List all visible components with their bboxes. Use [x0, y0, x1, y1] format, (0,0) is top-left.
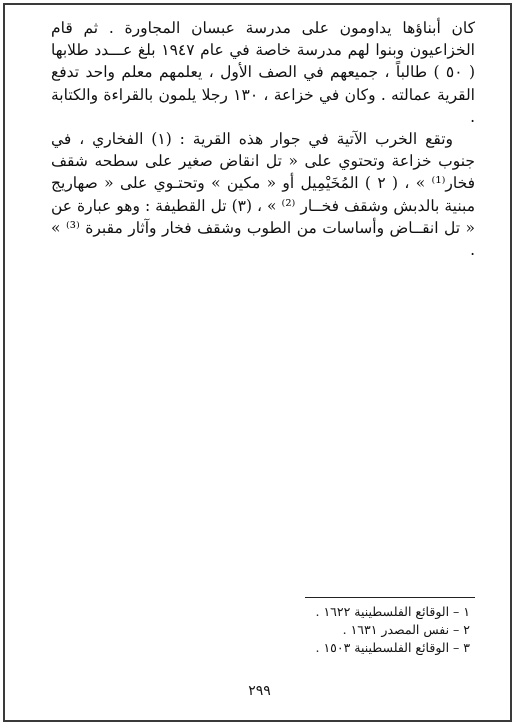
page-number: ٢٩٩ [248, 683, 271, 699]
paragraph-1: كان أبناؤها يداومون على مدرسة عبسان المجاورة . ثم قام الخزاعيون وبنوا لهم مدرسة خاصة في عام ١٩٤٧ بلغ عـــدد طلابها ( ٥٠ ) طالباً ، جميعهم في الصف الأول ، يعلمهم معلم واحد تدفع القرية عمالته . وكان في خزاعة ، ١٣٠ رجلا يلمون بالقراءة والكتابة . [51, 19, 475, 126]
footnote-1: ١ – الوقائع الفلسطينية ١٦٢٢ . [315, 604, 470, 619]
footnote-3: ٣ – الوقائع الفلسطينية ١٥٠٣ . [315, 640, 470, 655]
footnote-2: ٢ – نفس المصدر ١٦٣١ . [342, 622, 470, 637]
paragraph-2: وتقع الخرب الآتية في جوار هذه القرية : (١) الفخاري ، في جنوب خزاعة وتحتوي على « تل انقاض صغير على سطحه شقف فخار⁽¹⁾ » ، ( ٢ ) المُخَيْمِيل أو « مكين » وتحتـوي على « صهاريج مبنية بالدبش وشقف فخــار ⁽²⁾ » ، (٣) تل القطيفة : وهو عبارة عن « تل انقــاض وأساسات من الطوب وشقف فخار وآثار مقبرة ⁽³⁾ » . [51, 130, 476, 260]
body-text [51, 17, 475, 261]
footnote-divider [305, 597, 475, 598]
page-frame [3, 3, 512, 722]
footnotes [125, 603, 470, 657]
